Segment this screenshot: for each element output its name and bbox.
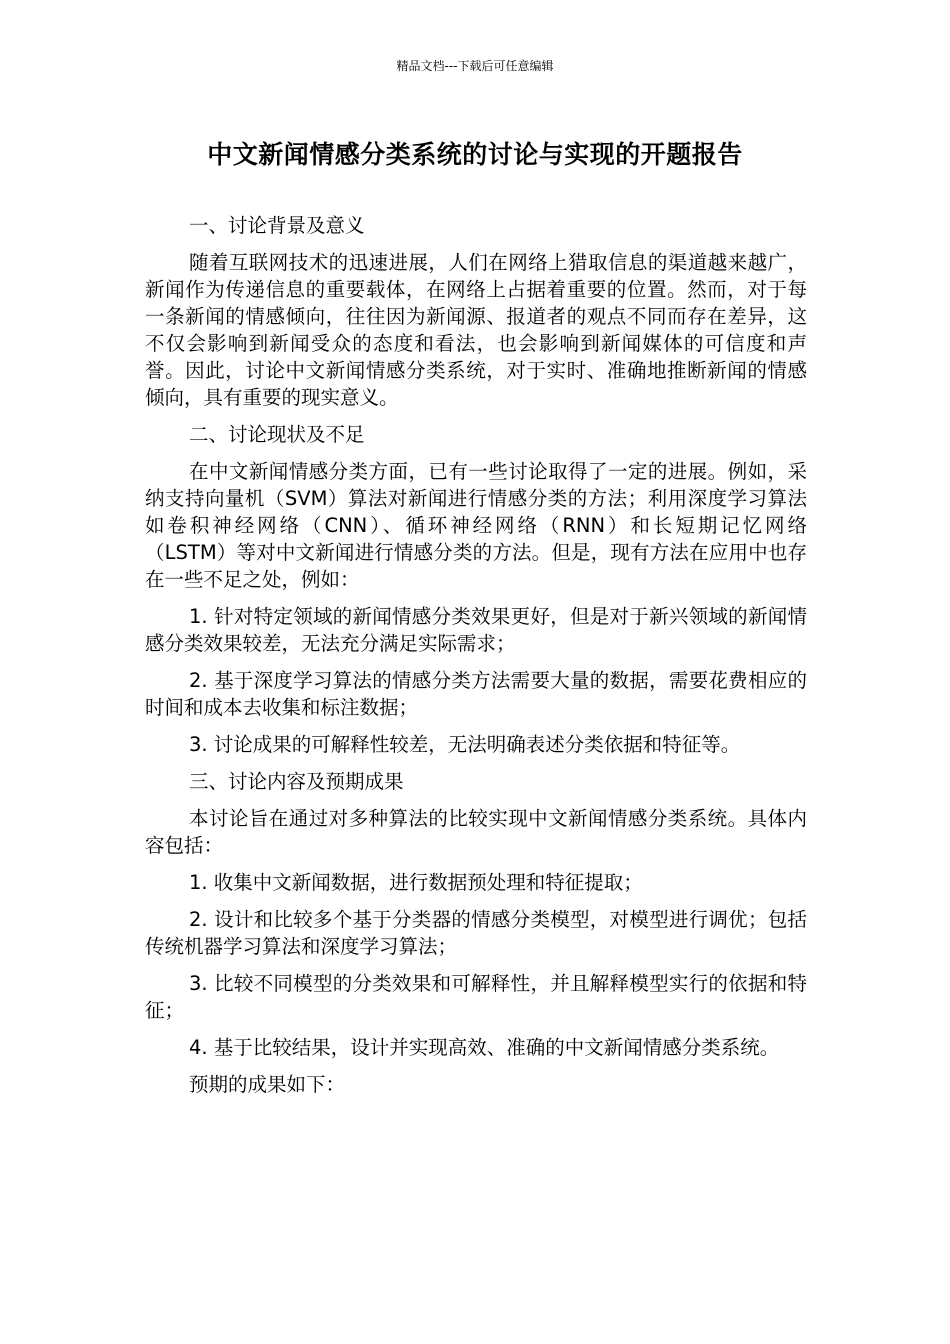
list-item-shortcoming-1: 1. 针对特定领域的新闻情感分类效果更好，但是对于新兴领域的新闻情感分类效果较差，无法充分满足实际需求； <box>145 605 807 655</box>
paragraph-content: 本讨论旨在通过对多种算法的比较实现中文新闻情感分类系统。具体内容包括： <box>145 807 807 857</box>
section-heading-background: 一、讨论背景及意义 <box>189 214 365 237</box>
page-header: 精品文档---下载后可任意编辑 <box>396 59 554 73</box>
list-item-content-4: 4. 基于比较结果，设计并实现高效、准确的中文新闻情感分类系统。 <box>189 1036 780 1059</box>
list-item-shortcoming-3: 3. 讨论成果的可解释性较差，无法明确表述分类依据和特征等。 <box>189 733 741 756</box>
section-heading-content: 三、讨论内容及预期成果 <box>189 770 404 793</box>
paragraph-status: 在中文新闻情感分类方面，已有一些讨论取得了一定的进展。例如，采纳支持向量机（SVM）算法对新闻进行情感分类的方法；利用深度学习算法如卷积神经网络（CNN）、循环神经网络（RNN）和长短期记忆网络（LSTM）等对中文新闻进行情感分类的方法。但是，现有方法在应用中也存在一些不足之处，例如： <box>145 460 807 591</box>
list-item-shortcoming-2: 2. 基于深度学习算法的情感分类方法需要大量的数据，需要花费相应的时间和成本去收集和标注数据； <box>145 669 807 719</box>
document-body <box>145 212 807 1098</box>
list-item-content-3: 3. 比较不同模型的分类效果和可解释性，并且解释模型实行的依据和特征； <box>145 972 807 1022</box>
paragraph-expected-results: 预期的成果如下： <box>189 1073 346 1096</box>
paragraph-background: 随着互联网技术的迅速进展，人们在网络上猎取信息的渠道越来越广，新闻作为传递信息的重要载体，在网络上占据着重要的位置。然而，对于每一条新闻的情感倾向，往往因为新闻源、报道者的观点不同而存在差异，这不仅会影响到新闻受众的态度和看法，也会影响到新闻媒体的可信度和声誉。因此，讨论中文新闻情感分类系统，对于实时、准确地推断新闻的情感倾向，具有重要的现实意义。 <box>145 251 807 409</box>
list-item-content-2: 2. 设计和比较多个基于分类器的情感分类模型，对模型进行调优；包括传统机器学习算法和深度学习算法； <box>145 908 807 958</box>
list-item-content-1: 1. 收集中文新闻数据，进行数据预处理和特征提取； <box>189 871 643 894</box>
section-heading-status: 二、讨论现状及不足 <box>189 423 365 446</box>
document-title: 中文新闻情感分类系统的讨论与实现的开题报告 <box>207 140 743 169</box>
